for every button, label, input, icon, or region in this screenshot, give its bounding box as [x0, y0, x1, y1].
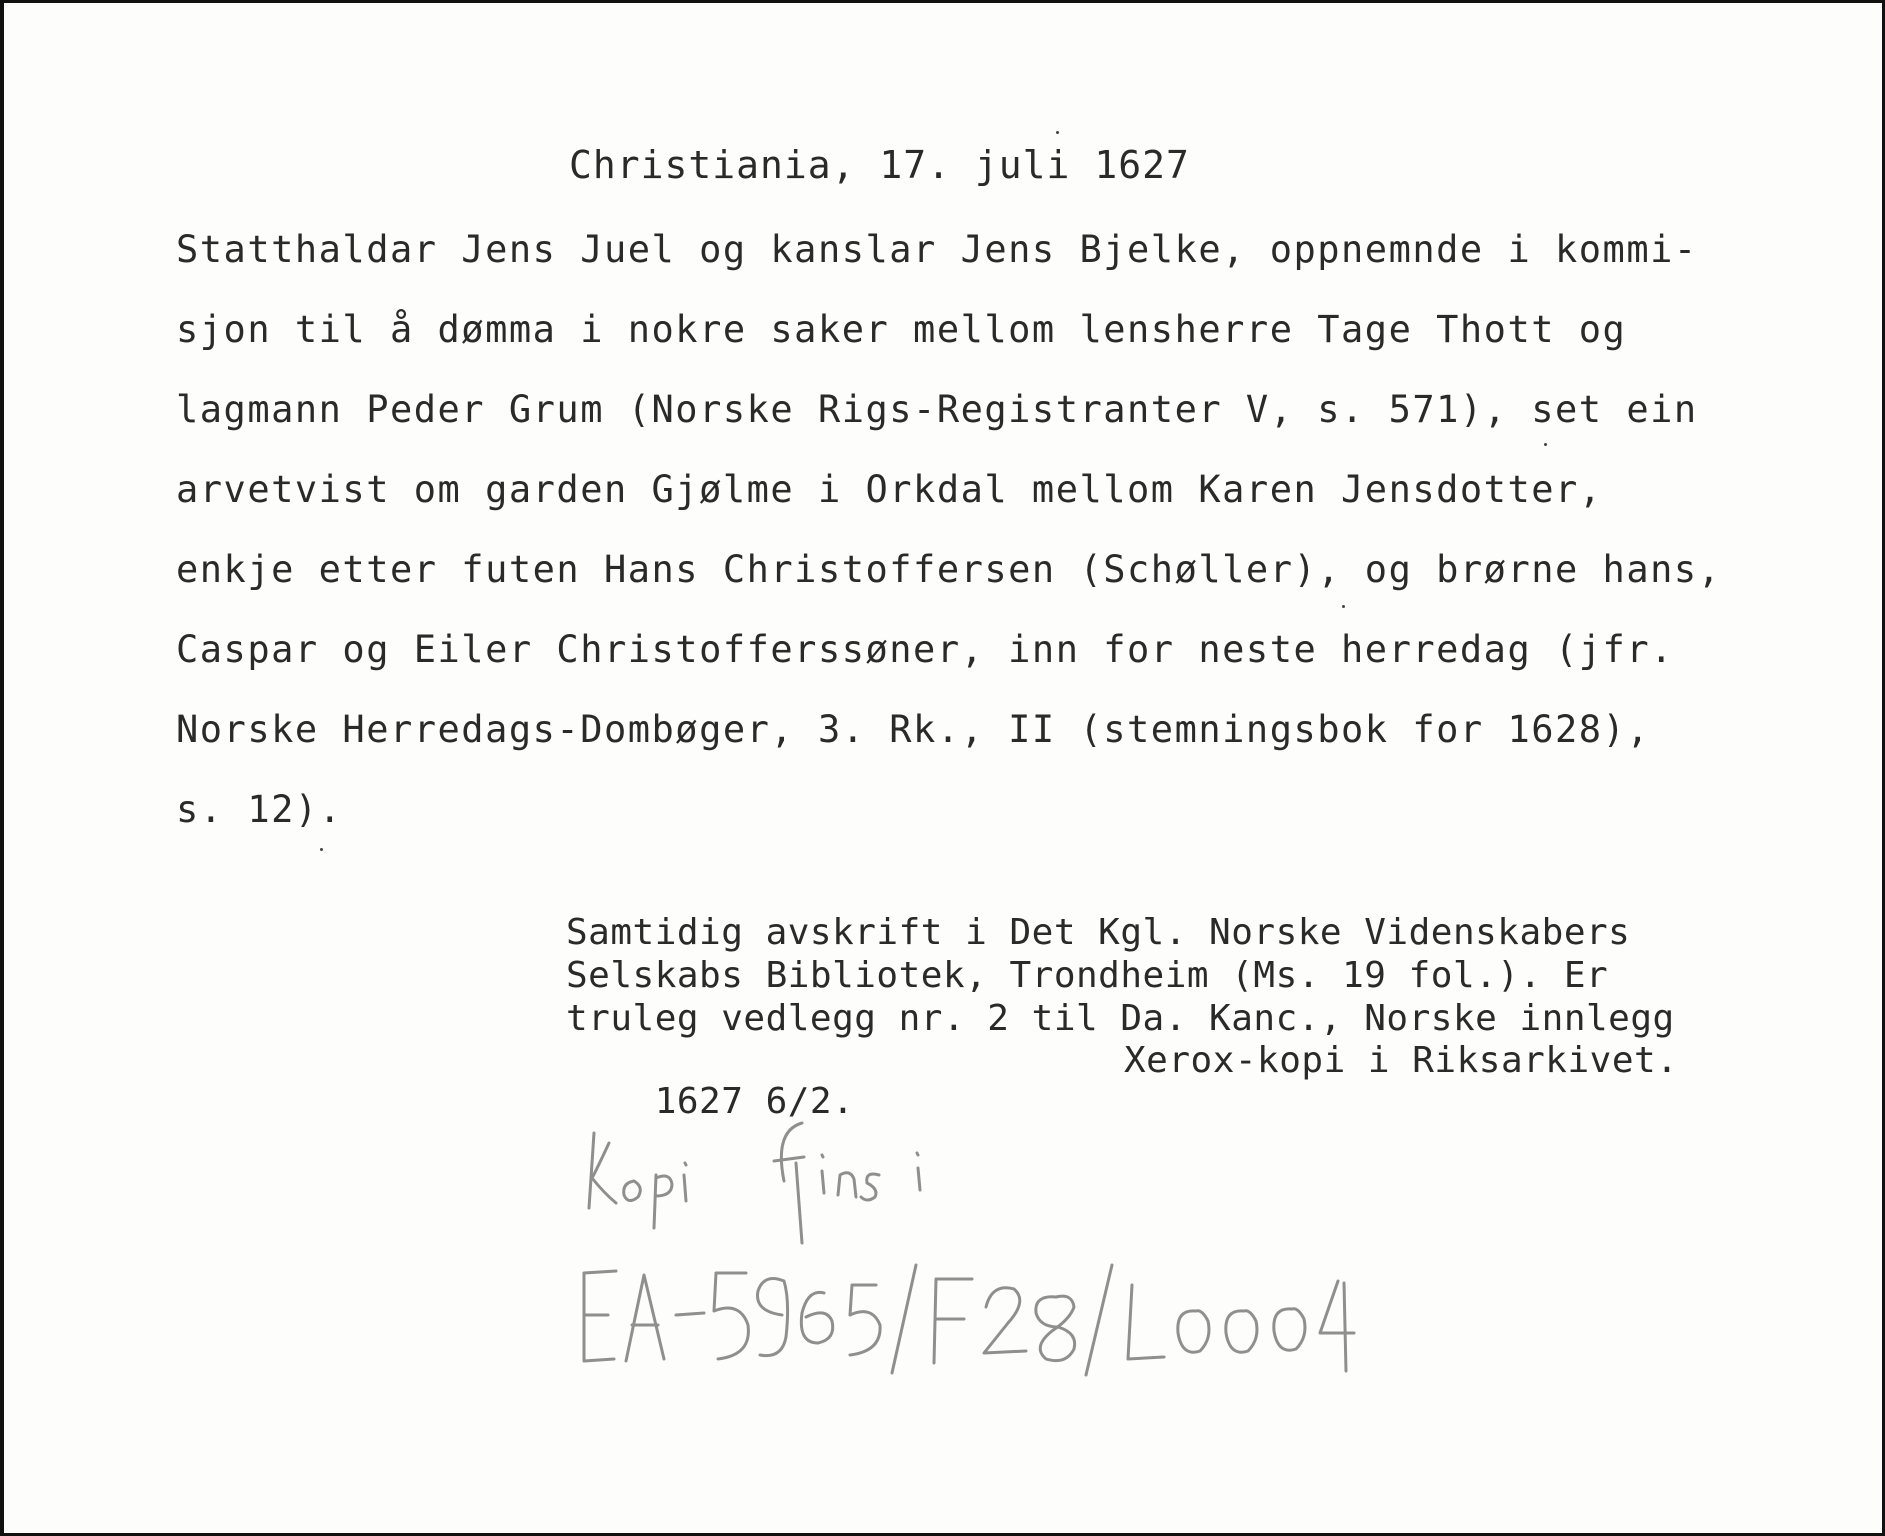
body-line: lagmann Peder Grum (Norske Rigs-Registranter V, s. 571), set ein [176, 388, 1698, 431]
body-line: Statthaldar Jens Juel og kanslar Jens Bjelke, oppnemnde i kommi- [176, 228, 1698, 271]
paper-speck [320, 848, 323, 851]
body-line: Norske Herredags-Dombøger, 3. Rk., II (stemningsbok for 1628), [176, 708, 1651, 751]
source-note-date: 1627 6/2. [654, 1081, 855, 1122]
body-line: arvetvist om garden Gjølme i Orkdal mellom Karen Jensdotter, [176, 468, 1603, 511]
source-note-line: Samtidig avskrift i Det Kgl. Norske Videnskabers [566, 912, 1631, 953]
source-note-line: Selskabs Bibliotek, Trondheim (Ms. 19 fol.). Er [566, 955, 1609, 996]
body-line: Caspar og Eiler Christofferssøner, inn for neste herredag (jfr. [176, 628, 1674, 671]
body-line: s. 12). [176, 788, 343, 831]
card-heading: Christiania, 17. juli 1627 [569, 143, 1190, 187]
source-note-line: truleg vedlegg nr. 2 til Da. Kanc., Norske innlegg [566, 998, 1675, 1039]
paper-speck [1342, 605, 1345, 608]
handwritten-annotation [4, 3, 1885, 1536]
body-line: enkje etter futen Hans Christoffersen (Schøller), og brørne hans, [176, 548, 1722, 591]
paper-speck [1544, 443, 1547, 446]
paper-speck [1056, 131, 1059, 134]
source-note-copy-location: Xerox-kopi i Riksarkivet. [1124, 1040, 1679, 1081]
body-line: sjon til å dømma i nokre saker mellom lensherre Tage Thott og [176, 308, 1627, 351]
